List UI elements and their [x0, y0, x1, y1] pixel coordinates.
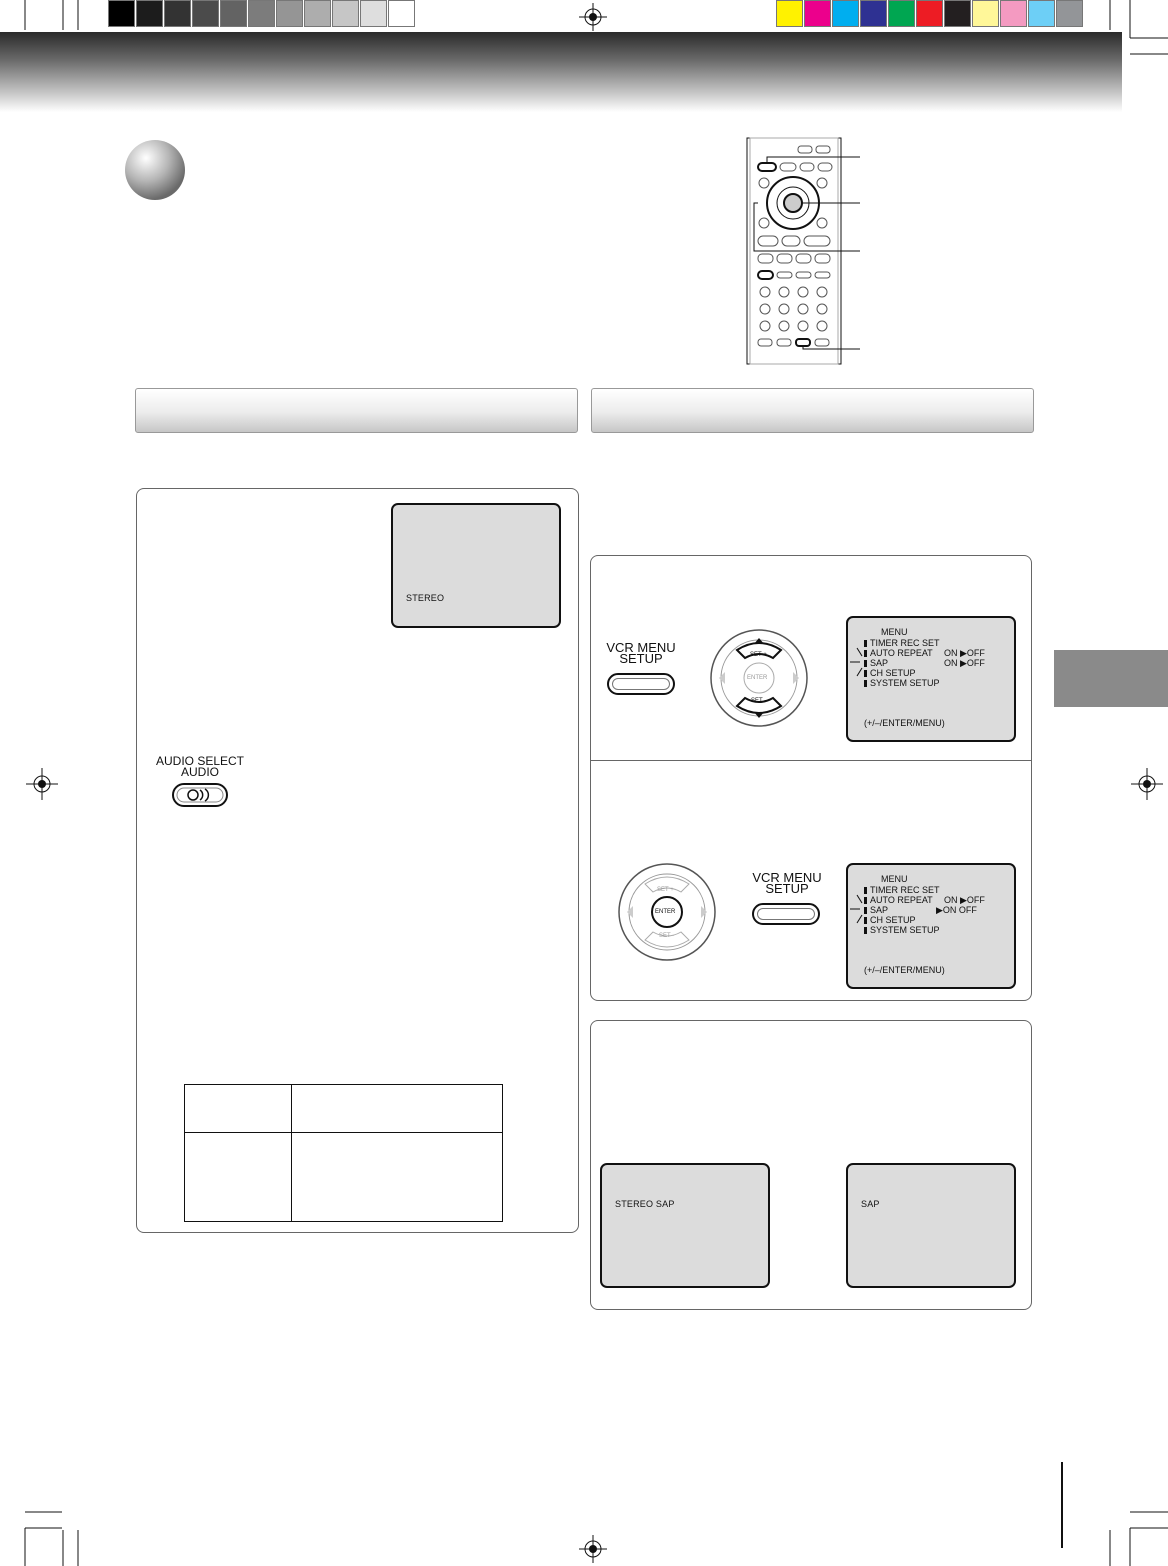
- audio-select-bottom-label: AUDIO: [180, 765, 219, 779]
- step1-dial-set-minus: SET -: [751, 698, 767, 704]
- step1-vcr-menu-bottom: SETUP: [619, 651, 663, 666]
- step2-dial-enter: ENTER: [655, 909, 676, 915]
- step1-menu-item-system-text: SYSTEM SETUP: [870, 678, 940, 688]
- audio-select-button[interactable]: [171, 782, 229, 808]
- step2-menu-title: MENU: [881, 874, 908, 884]
- right-screens-panel: [590, 1020, 1032, 1310]
- remote-control-illustration: [740, 136, 870, 368]
- step2-vcr-menu-top: VCR MENU: [752, 870, 822, 885]
- step2-menu-footer: (+/–/ENTER/MENU): [864, 965, 945, 975]
- step-divider: [591, 760, 1031, 761]
- step1-menu-item-ch-setup: [864, 668, 916, 678]
- screen-sap-text: SAP: [861, 1199, 880, 1209]
- step1-menu-item-auto-repeat-text: AUTO REPEAT: [870, 648, 933, 658]
- step2-vcr-menu-setup-button[interactable]: [752, 903, 820, 925]
- step2-menu-item-sap-text: SAP: [870, 905, 889, 915]
- section-side-tab: [1054, 650, 1168, 707]
- step2-cursor-marker: [848, 893, 864, 927]
- step2-auto-repeat-value: ON ▶OFF: [944, 895, 985, 905]
- step2-menu-item-sap: [864, 905, 888, 915]
- left-section-title-bar: [135, 388, 578, 433]
- right-steps-panel: [590, 555, 1032, 1001]
- step1-dial-set-plus: SET +: [750, 652, 767, 658]
- step2-menu-item-ch-setup: [864, 915, 916, 925]
- step2-vcr-menu-bottom: SETUP: [765, 881, 809, 896]
- step1-menu-item-sap-text: SAP: [870, 658, 889, 668]
- header-band: [0, 32, 1122, 112]
- step2-menu-item-timer: [864, 885, 940, 895]
- step2-menu-item-timer-text: TIMER REC SET: [870, 885, 940, 895]
- step2-menu-item-system-text: SYSTEM SETUP: [870, 925, 940, 935]
- step2-dial-set-minus: SET -: [659, 933, 675, 939]
- step1-menu-screen: [846, 616, 1016, 742]
- audio-mode-table: [184, 1084, 503, 1222]
- step1-vcr-menu-label: [603, 642, 679, 664]
- tv-screen-stereo-sap: [600, 1163, 770, 1288]
- tv-screen-sap: [846, 1163, 1016, 1288]
- tv-screen-stereo: [391, 503, 561, 628]
- step2-menu-item-ch-setup-text: CH SETUP: [870, 915, 916, 925]
- left-panel: [136, 488, 579, 1233]
- right-section-title-bar: [591, 388, 1034, 433]
- step1-vcr-menu-top: VCR MENU: [606, 640, 676, 655]
- audio-select-label: [149, 756, 251, 778]
- step2-dial-set-plus: SET +: [657, 887, 674, 893]
- step1-menu-item-auto-repeat: [864, 648, 933, 658]
- step1-menu-item-system: [864, 678, 940, 688]
- step1-sap-value: ON ▶OFF: [944, 658, 985, 668]
- step1-vcr-menu-setup-button[interactable]: [607, 673, 675, 695]
- screen-stereo-sap-text: STEREO SAP: [615, 1199, 675, 1209]
- step2-vcr-menu-label: [749, 872, 825, 894]
- step2-menu-item-auto-repeat-text: AUTO REPEAT: [870, 895, 933, 905]
- step1-dial-enter: ENTER: [747, 675, 768, 681]
- step2-sap-value: ▶ON OFF: [936, 905, 977, 915]
- section-bullet-icon: [122, 137, 188, 203]
- step2-menu-screen: [846, 863, 1016, 989]
- step1-auto-repeat-value: ON ▶OFF: [944, 648, 985, 658]
- step2-menu-item-auto-repeat: [864, 895, 933, 905]
- step1-menu-footer: (+/–/ENTER/MENU): [864, 718, 945, 728]
- step1-menu-item-sap: [864, 658, 888, 668]
- screen-stereo-text: STEREO: [406, 593, 445, 603]
- step1-menu-item-timer-text: TIMER REC SET: [870, 638, 940, 648]
- step1-menu-title: MENU: [881, 627, 908, 637]
- step1-menu-item-ch-setup-text: CH SETUP: [870, 668, 916, 678]
- step1-cursor-marker: [848, 646, 864, 680]
- audio-select-top-label: AUDIO SELECT: [155, 754, 245, 768]
- step1-menu-item-timer: [864, 638, 940, 648]
- step2-menu-item-system: [864, 925, 940, 935]
